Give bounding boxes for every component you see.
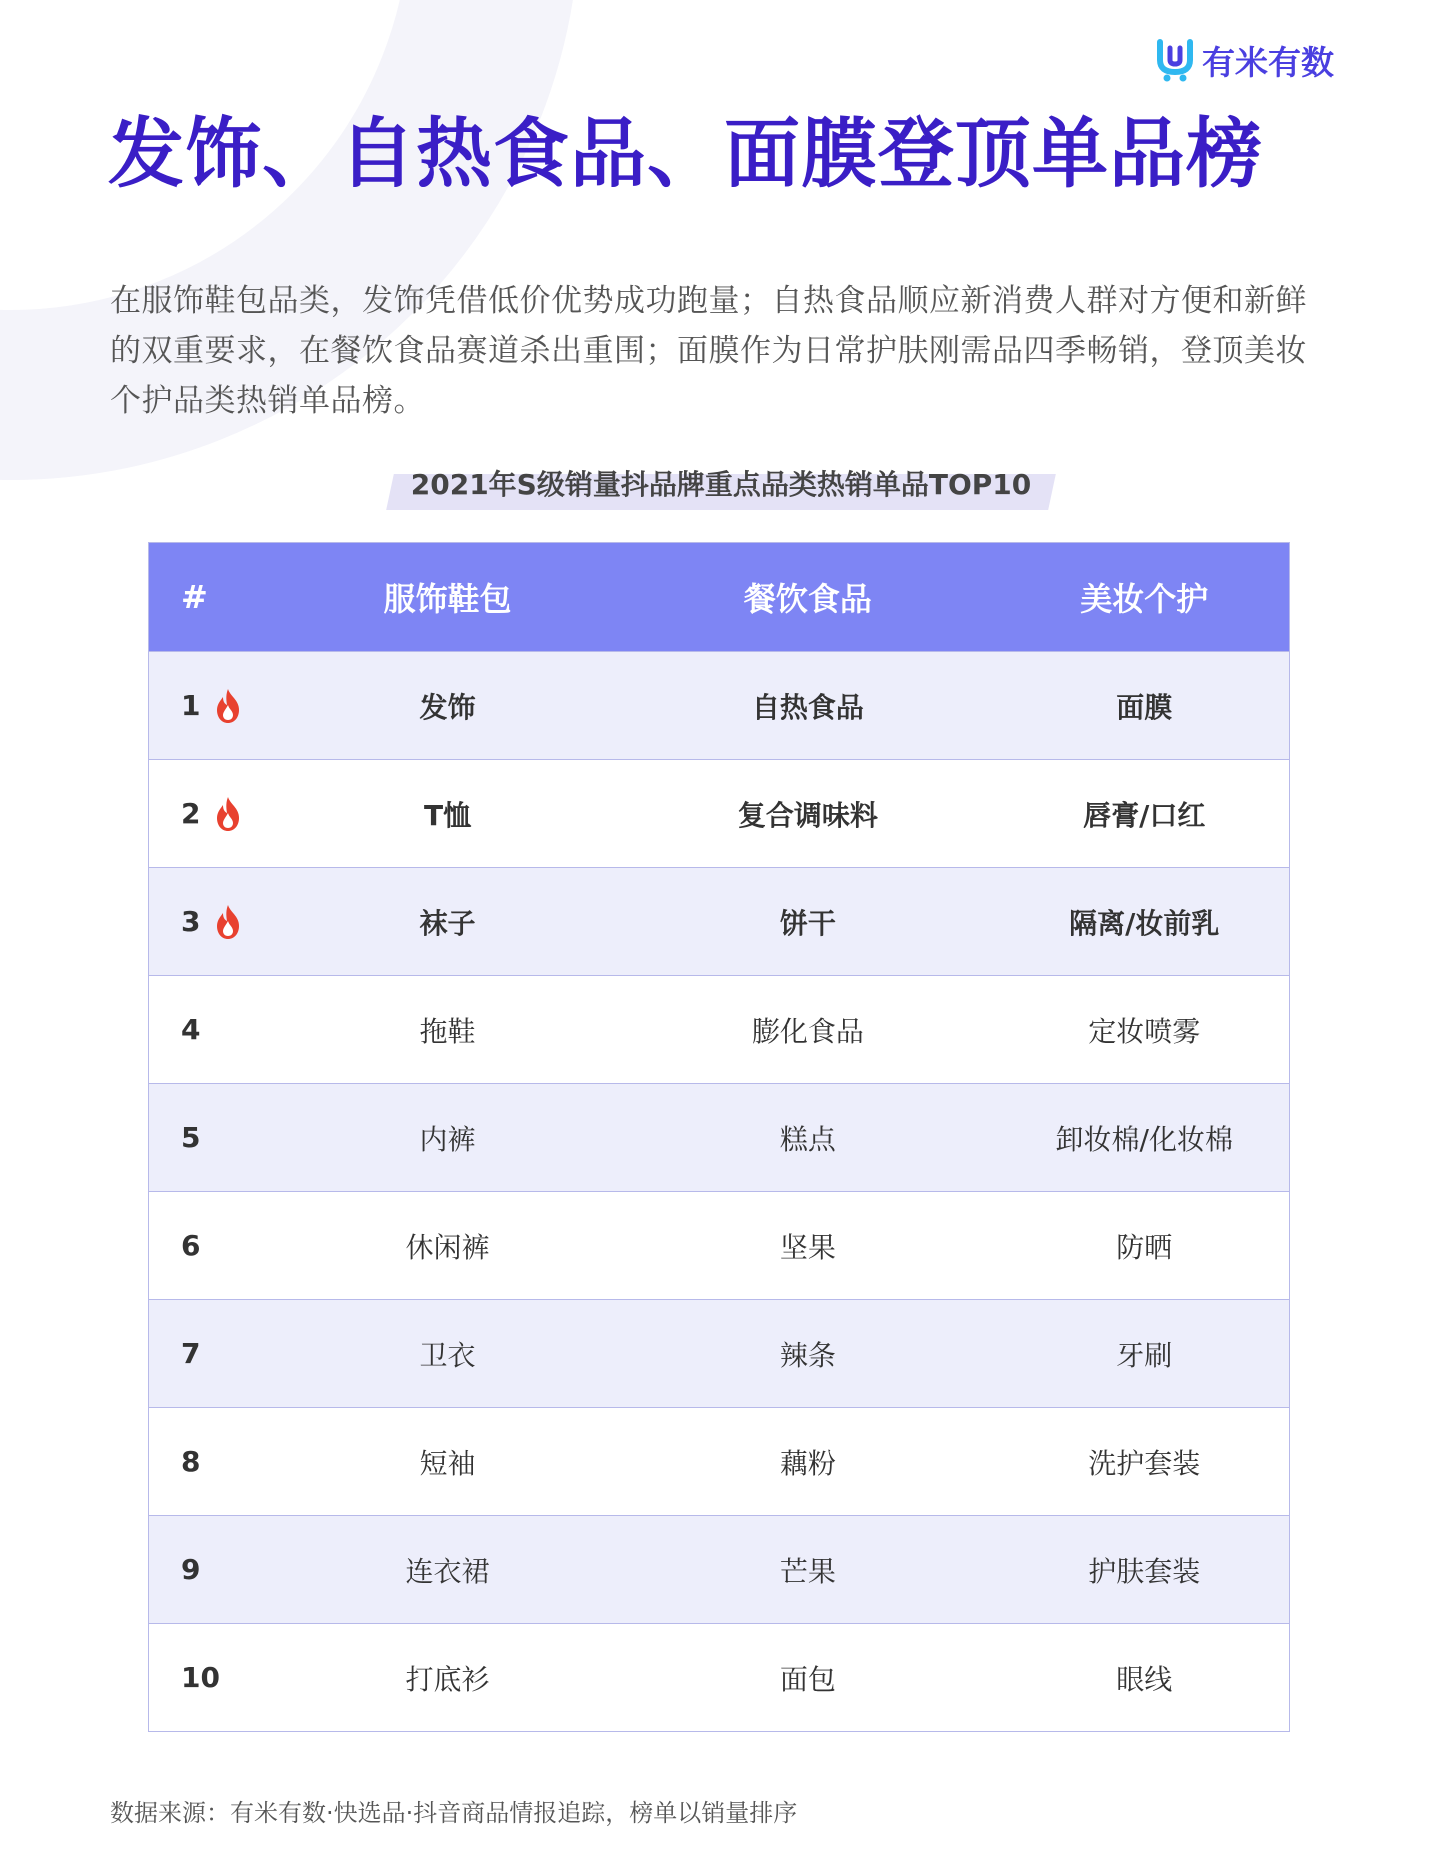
food-cell xyxy=(616,1442,999,1482)
beauty-cell xyxy=(1000,1226,1289,1266)
apparel-cell xyxy=(279,1334,616,1374)
beauty-cell xyxy=(1000,902,1289,942)
beauty-cell xyxy=(1000,1010,1289,1050)
beauty-cell xyxy=(1000,1658,1289,1698)
rank-cell xyxy=(149,1229,279,1262)
table-title-text: 2021年S级销量抖品牌重点品类热销单品TOP10 xyxy=(410,468,1032,501)
flame-icon xyxy=(214,688,242,724)
cell-text: 短袖 xyxy=(419,1446,476,1480)
cell-text: 面膜 xyxy=(1116,690,1173,724)
data-source-note: 数据来源：有米有数·快选品·抖音商品情报追踪，榜单以销量排序 xyxy=(110,1799,798,1827)
table-row xyxy=(149,1191,1289,1299)
table-row xyxy=(149,1083,1289,1191)
food-cell xyxy=(616,1226,999,1266)
intro-paragraph: 在服饰鞋包品类，发饰凭借低价优势成功跑量；自热食品顺应新消费人群对方便和新鲜的双重要求，在餐饮食品赛道杀出重围；面膜作为日常护肤刚需品四季畅销，登顶美妆个护品类热销单品榜。 xyxy=(110,283,1307,419)
apparel-cell xyxy=(279,1010,616,1050)
table-row xyxy=(149,651,1289,759)
table-row xyxy=(149,867,1289,975)
cell-text: 眼线 xyxy=(1116,1662,1173,1696)
beauty-cell xyxy=(1000,1550,1289,1590)
rank-cell xyxy=(149,688,279,724)
food-cell xyxy=(616,1010,999,1050)
apparel-cell xyxy=(279,902,616,942)
food-cell xyxy=(616,1334,999,1374)
rank-number: 2 xyxy=(181,797,201,830)
brand-name: 有米有数 xyxy=(1202,42,1334,82)
apparel-cell xyxy=(279,1226,616,1266)
cell-text: T恤 xyxy=(423,798,472,832)
u-cart-logo-icon xyxy=(1156,38,1194,82)
table-row xyxy=(149,1407,1289,1515)
rank-number: 7 xyxy=(181,1337,201,1370)
cell-text: 卸妆棉/化妆棉 xyxy=(1055,1122,1233,1156)
cell-text: 饼干 xyxy=(779,906,836,940)
rank-number: 10 xyxy=(181,1661,220,1694)
food-cell xyxy=(616,794,999,834)
beauty-cell xyxy=(1000,1442,1289,1482)
rank-cell xyxy=(149,796,279,832)
cell-text: 内裤 xyxy=(419,1122,476,1156)
cell-text: 坚果 xyxy=(779,1230,836,1264)
cell-text: 面包 xyxy=(779,1662,836,1696)
cell-text: 发饰 xyxy=(419,690,476,724)
rank-number: 6 xyxy=(181,1229,201,1262)
cell-text: 芒果 xyxy=(779,1554,836,1588)
rank-cell xyxy=(149,1121,279,1154)
table-row xyxy=(149,1623,1289,1731)
cell-text: 隔离/妆前乳 xyxy=(1069,906,1220,940)
rank-cell xyxy=(149,1445,279,1478)
rank-cell xyxy=(149,1553,279,1586)
rank-cell xyxy=(149,1013,279,1046)
apparel-cell xyxy=(279,1658,616,1698)
beauty-cell xyxy=(1000,1334,1289,1374)
brand-logo xyxy=(1156,34,1334,86)
cell-text: 自热食品 xyxy=(751,690,864,724)
cell-text: 牙刷 xyxy=(1116,1338,1173,1372)
rank-cell xyxy=(149,1337,279,1370)
apparel-cell xyxy=(279,1550,616,1590)
flame-icon xyxy=(214,904,242,940)
apparel-cell xyxy=(279,686,616,726)
rank-cell xyxy=(149,1661,279,1694)
flame-icon xyxy=(214,796,242,832)
cell-text: 藕粉 xyxy=(779,1446,836,1480)
header-rank: # xyxy=(181,578,208,616)
food-cell xyxy=(616,1118,999,1158)
cell-text: 卫衣 xyxy=(419,1338,476,1372)
rank-number: 4 xyxy=(181,1013,201,1046)
cell-text: 袜子 xyxy=(419,906,476,940)
cell-text: 防晒 xyxy=(1116,1230,1173,1264)
table-row xyxy=(149,1299,1289,1407)
cell-text: 护肤套装 xyxy=(1088,1554,1201,1588)
header-food: 餐饮食品 xyxy=(743,580,872,618)
page-title: 发饰、自热食品、面膜登顶单品榜 xyxy=(108,109,1263,198)
cell-text: 糕点 xyxy=(779,1122,836,1156)
rank-number: 3 xyxy=(181,905,201,938)
cell-text: 唇膏/口红 xyxy=(1083,798,1206,832)
rank-cell xyxy=(149,904,279,940)
table-row xyxy=(149,975,1289,1083)
header-beauty: 美妆个护 xyxy=(1080,580,1209,618)
cell-text: 复合调味料 xyxy=(737,798,878,832)
table-row xyxy=(149,1515,1289,1623)
beauty-cell xyxy=(1000,1118,1289,1158)
cell-text: 辣条 xyxy=(779,1338,836,1372)
table-header-row xyxy=(149,543,1289,651)
apparel-cell xyxy=(279,1118,616,1158)
apparel-cell xyxy=(279,1442,616,1482)
cell-text: 拖鞋 xyxy=(419,1014,476,1048)
cell-text: 连衣裙 xyxy=(405,1554,490,1588)
table-row xyxy=(149,759,1289,867)
food-cell xyxy=(616,1658,999,1698)
beauty-cell xyxy=(1000,794,1289,834)
rank-number: 9 xyxy=(181,1553,201,1586)
cell-text: 洗护套装 xyxy=(1088,1446,1201,1480)
food-cell xyxy=(616,686,999,726)
rank-number: 5 xyxy=(181,1121,201,1154)
header-apparel: 服饰鞋包 xyxy=(383,580,512,618)
cell-text: 膨化食品 xyxy=(751,1014,864,1048)
table-title xyxy=(390,460,1052,512)
cell-text: 打底衫 xyxy=(405,1662,490,1696)
food-cell xyxy=(616,902,999,942)
cell-text: 休闲裤 xyxy=(405,1230,490,1264)
beauty-cell xyxy=(1000,686,1289,726)
food-cell xyxy=(616,1550,999,1590)
rank-number: 1 xyxy=(181,689,201,722)
apparel-cell xyxy=(279,794,616,834)
cell-text: 定妆喷雾 xyxy=(1088,1014,1201,1048)
rank-number: 8 xyxy=(181,1445,201,1478)
ranking-table xyxy=(148,542,1290,1732)
